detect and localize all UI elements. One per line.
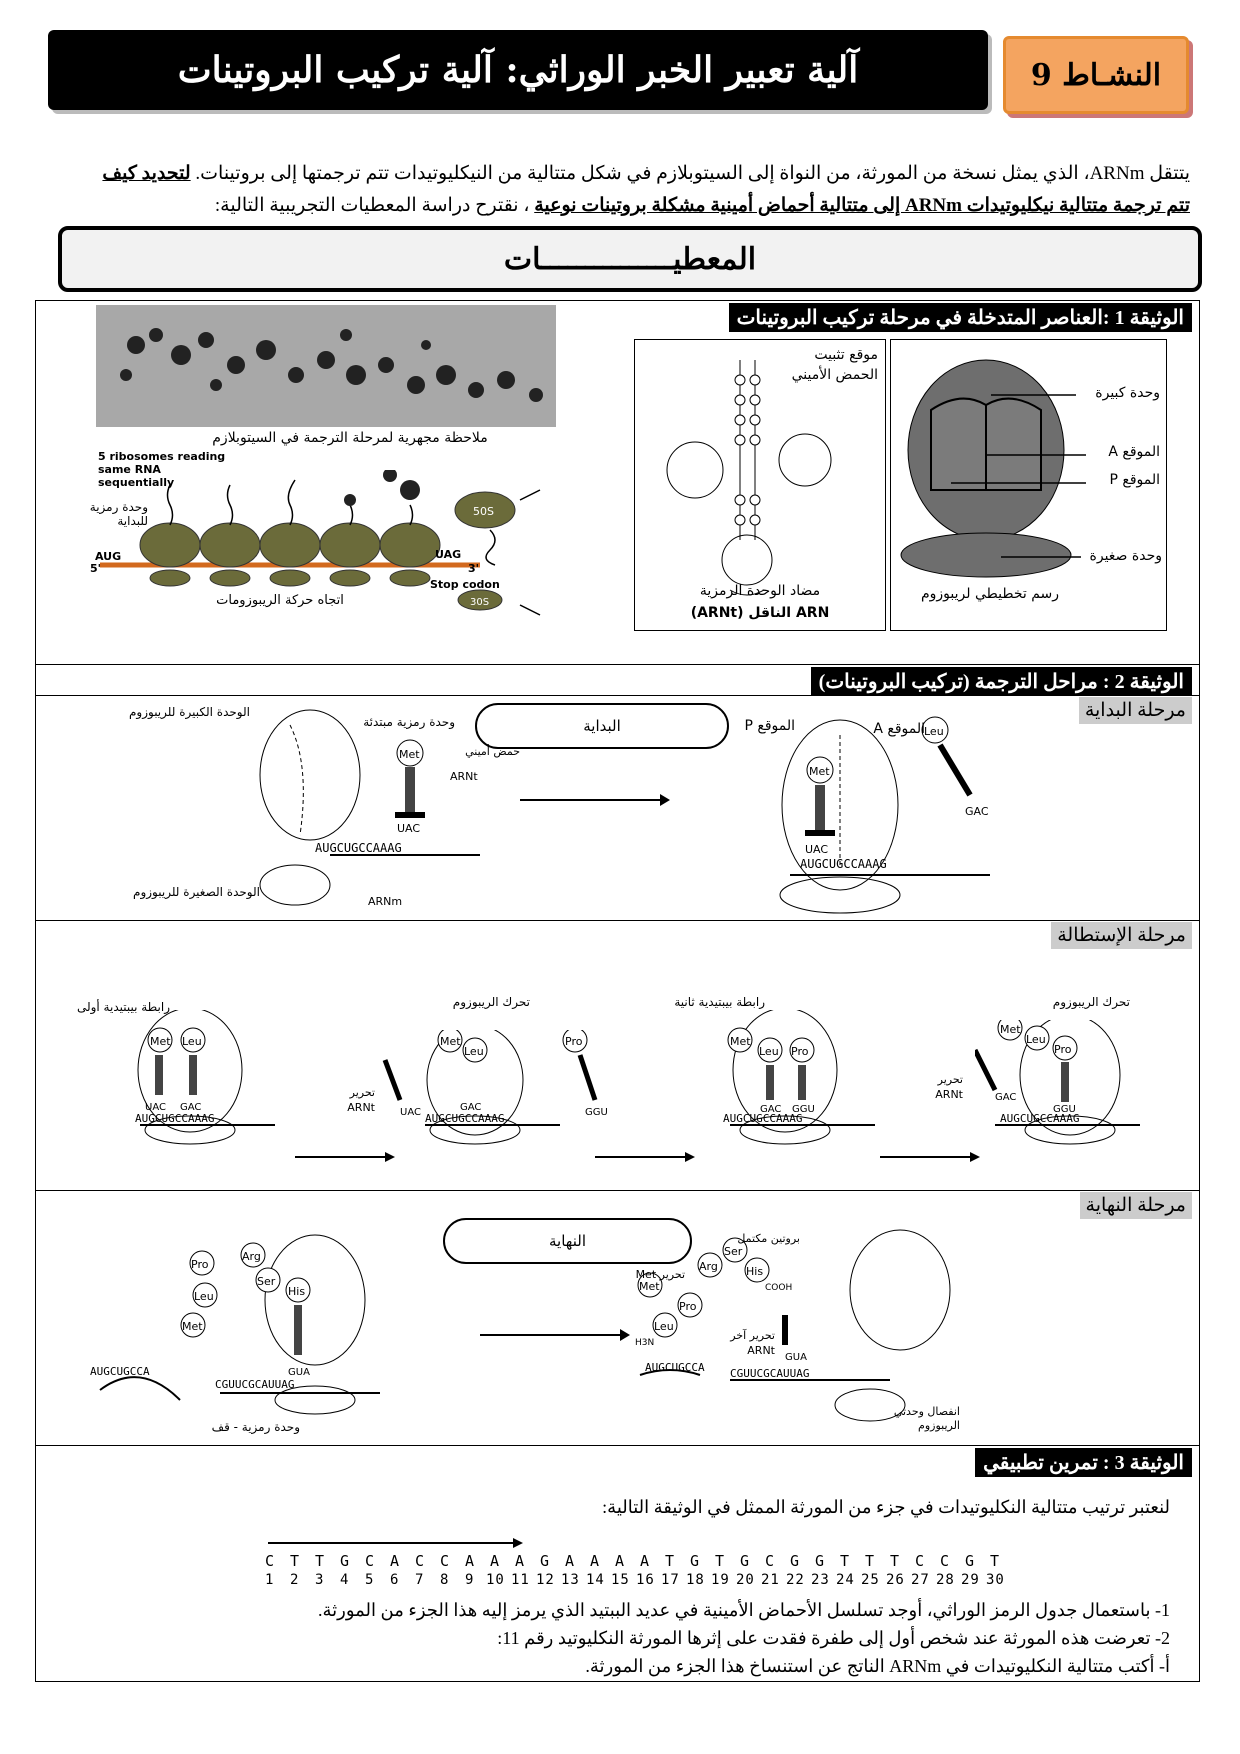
site-a-label-2: الموقع A bbox=[873, 721, 925, 737]
leu-label: Leu bbox=[1026, 1033, 1046, 1046]
uac-label: UAC bbox=[400, 1107, 421, 1118]
polysome-micrograph bbox=[96, 305, 556, 427]
move-label-1: تحرك الريبوزوم bbox=[452, 995, 530, 1009]
nucleotide-number: 4 bbox=[340, 1572, 350, 1588]
activity-badge bbox=[1003, 36, 1189, 114]
last-release-label: تحرير آخر ARNt bbox=[730, 1329, 775, 1357]
gac-label: GAC bbox=[965, 805, 989, 818]
s30-label: 30S bbox=[470, 597, 490, 608]
nucleotide: T bbox=[865, 1552, 876, 1570]
nucleotide: A bbox=[490, 1552, 501, 1570]
release-label-2: تحرير ARNt bbox=[935, 1073, 963, 1101]
arrow-icon bbox=[480, 1325, 630, 1345]
intro-paragraph bbox=[60, 158, 1190, 222]
nucleotide-number: 11 bbox=[511, 1572, 530, 1588]
nucleotide-number: 29 bbox=[961, 1572, 980, 1588]
nucleotide: G bbox=[740, 1552, 751, 1570]
leu-label: Leu bbox=[654, 1320, 674, 1333]
nucleotide: T bbox=[290, 1552, 301, 1570]
activity-label: النشـاط 9 bbox=[1030, 57, 1162, 93]
data-banner bbox=[58, 226, 1202, 292]
nucleotide-number: 15 bbox=[611, 1572, 630, 1588]
doc3-label: الوثيقة 3 : تمرين تطبيقي bbox=[975, 1448, 1192, 1477]
start-pill-text: البداية bbox=[583, 717, 621, 735]
nucleotide-number: 10 bbox=[486, 1572, 505, 1588]
uac-label: UAC bbox=[397, 822, 421, 835]
gac-label: GAC bbox=[760, 1104, 782, 1115]
start-codon-label: وحدة رمزية مبتدئة bbox=[363, 715, 455, 729]
nucleotide-number: 28 bbox=[936, 1572, 955, 1588]
move-label-2: تحرك الريبوزوم bbox=[1052, 995, 1130, 1009]
micrograph-image bbox=[96, 305, 556, 427]
stop-codon-label: Stop codon bbox=[430, 578, 500, 591]
leu-label: Leu bbox=[182, 1035, 202, 1048]
nucleotide-number: 2 bbox=[290, 1572, 300, 1588]
nucleotide: T bbox=[665, 1552, 676, 1570]
large-unit-label: وحدة كبيرة bbox=[1095, 385, 1160, 401]
nucleotide-number: 14 bbox=[586, 1572, 605, 1588]
nucleotide: T bbox=[315, 1552, 326, 1570]
nucleotide-number: 16 bbox=[636, 1572, 655, 1588]
met-label: Met bbox=[399, 748, 420, 761]
nucleotide: T bbox=[890, 1552, 901, 1570]
nucleotide-number: 17 bbox=[661, 1572, 680, 1588]
nucleotide-number: 12 bbox=[536, 1572, 555, 1588]
leu-label: Leu bbox=[194, 1290, 214, 1303]
termination-diagram-1 bbox=[90, 1225, 430, 1430]
nucleotide: A bbox=[590, 1552, 601, 1570]
mrna-seq-label: AUGCUGCCAAAG bbox=[425, 1112, 505, 1125]
met-label: Met bbox=[639, 1280, 660, 1293]
site-p-label-2: الموقع P bbox=[744, 718, 795, 734]
nucleotide: G bbox=[790, 1552, 801, 1570]
direction-arrow-icon bbox=[268, 1537, 523, 1549]
gac-label: GAC bbox=[460, 1102, 482, 1113]
arg-label: Arg bbox=[699, 1260, 718, 1273]
nucleotide-number: 20 bbox=[736, 1572, 755, 1588]
phase-start-label: مرحلة البداية bbox=[1079, 697, 1192, 724]
large-sub-label: الوحدة الكبيرة للريبوزوم bbox=[128, 705, 250, 719]
nucleotide: C bbox=[365, 1552, 376, 1570]
site-p-label: الموقع P bbox=[1109, 472, 1160, 488]
nucleotide: C bbox=[415, 1552, 426, 1570]
nucleotide-number: 3 bbox=[315, 1572, 325, 1588]
question-2a: أ- أكتب متتالية النكليوتيدات في ARNm الناتج عن استنساخ هذا الجزء من المورثة. bbox=[585, 1656, 1170, 1676]
nucleotide: A bbox=[640, 1552, 651, 1570]
nucleotide: A bbox=[465, 1552, 476, 1570]
polysome-diagram bbox=[90, 470, 560, 640]
nucleotide: A bbox=[390, 1552, 401, 1570]
nucleotide: G bbox=[965, 1552, 976, 1570]
nucleotide-number: 26 bbox=[886, 1572, 905, 1588]
divider bbox=[35, 1190, 1200, 1191]
question-2: 2- تعرضت هذه المورثة عند شخص أول إلى طفرة فقدت على إثرها المورثة النكليوتيد رقم 11: bbox=[497, 1628, 1170, 1648]
mrna-seq-label: AUGCUGCCAAAG bbox=[1000, 1112, 1080, 1125]
gac-label: GAC bbox=[180, 1102, 202, 1113]
divider bbox=[35, 920, 1200, 921]
nucleotide: T bbox=[990, 1552, 1001, 1570]
divider bbox=[35, 664, 1200, 665]
aug-short-label: AUGCUGCCA bbox=[645, 1361, 705, 1374]
divider bbox=[35, 1445, 1200, 1446]
pro-label: Pro bbox=[565, 1035, 583, 1048]
nucleotide: A bbox=[515, 1552, 526, 1570]
his-label: His bbox=[746, 1265, 764, 1278]
arrow-icon bbox=[595, 1150, 695, 1164]
nucleotide: C bbox=[265, 1552, 276, 1570]
small-unit-label: وحدة صغيرة bbox=[1089, 548, 1162, 564]
intro-text-2: ، نقترح دراسة المعطيات التجريبية التالية: bbox=[214, 195, 530, 216]
elong-diagram-4 bbox=[975, 1020, 1145, 1150]
aug-label: AUG bbox=[95, 550, 122, 563]
arrow-icon bbox=[520, 790, 670, 810]
nucleotide-number: 1 bbox=[265, 1572, 275, 1588]
trna-name-label: ARN الناقل (ARNt) bbox=[690, 605, 830, 621]
nucleotide-number: 7 bbox=[415, 1572, 425, 1588]
release-met-label: تحرير Met bbox=[635, 1268, 685, 1281]
bond1-label: رابطة بيبتيدية أولى bbox=[76, 1000, 170, 1014]
mrna-seq-label: AUGCUGCCAAAG bbox=[723, 1112, 803, 1125]
elong-diagram-1 bbox=[125, 1010, 285, 1150]
arrow-icon bbox=[880, 1150, 980, 1164]
trna-site-label: موقع تثبيت الحمض الأميني bbox=[791, 347, 878, 383]
start-pill bbox=[475, 703, 729, 749]
nucleotide: C bbox=[915, 1552, 926, 1570]
intro-emph-2: تتم ترجمة متتالية نيكليوتيدات ARNm إلى متتالية أحماض أمينية مشكلة بروتينات نوعية bbox=[534, 195, 1190, 216]
h3n-label: H3N bbox=[635, 1338, 655, 1348]
leu-label: Leu bbox=[924, 725, 944, 738]
gac-label: GAC bbox=[995, 1092, 1017, 1103]
nucleotide-number: 5 bbox=[365, 1572, 375, 1588]
gua-label: GUA bbox=[785, 1352, 807, 1363]
nucleotide-number: 8 bbox=[440, 1572, 450, 1588]
nucleotide-number: 18 bbox=[686, 1572, 705, 1588]
nucleotide-number: 19 bbox=[711, 1572, 730, 1588]
arnt-label: ARNt bbox=[450, 770, 478, 783]
small-sub-label: الوحدة الصغيرة للريبوزوم bbox=[133, 885, 260, 899]
cooh-label: COOH bbox=[765, 1283, 793, 1293]
uac-label: UAC bbox=[805, 843, 829, 856]
ggu-label: GGU bbox=[792, 1104, 815, 1115]
nucleotide: C bbox=[940, 1552, 951, 1570]
arnm-label: ARNm bbox=[368, 895, 403, 908]
anticodon-label: مضاد الوحدة الرمزية bbox=[699, 583, 821, 599]
ser-label: Ser bbox=[724, 1245, 743, 1258]
met-label: Met bbox=[730, 1035, 751, 1048]
nucleotide-number: 21 bbox=[761, 1572, 780, 1588]
nucleotide: T bbox=[840, 1552, 851, 1570]
doc1-label: الوثيقة 1 :العناصر المتدخلة في مرحلة تركيب البروتينات bbox=[729, 303, 1192, 332]
met-label: Met bbox=[150, 1035, 171, 1048]
elong-diagram-2 bbox=[365, 1030, 635, 1150]
bases-row bbox=[265, 1552, 1005, 1574]
data-banner-title: المعطيـــــــــــــــات bbox=[503, 241, 757, 277]
termination-diagram-2 bbox=[630, 1225, 960, 1430]
nucleotide-number: 30 bbox=[986, 1572, 1005, 1588]
met-label: Met bbox=[440, 1035, 461, 1048]
leu-label: Leu bbox=[464, 1045, 484, 1058]
stop-unit-label: وحدة رمزية - قف bbox=[211, 1420, 300, 1434]
uac-label: UAC bbox=[145, 1102, 166, 1113]
phase-end-label: مرحلة النهاية bbox=[1080, 1192, 1192, 1219]
nucleotide-number: 22 bbox=[786, 1572, 805, 1588]
mrna-seq-label: AUGCUGCCAAAG bbox=[315, 841, 402, 855]
nucleotide: G bbox=[815, 1552, 826, 1570]
his-label: His bbox=[288, 1285, 306, 1298]
numbers-row bbox=[265, 1572, 1005, 1594]
nucleotide: A bbox=[615, 1552, 626, 1570]
ser-label: Ser bbox=[257, 1275, 276, 1288]
pro-label: Pro bbox=[679, 1300, 697, 1313]
nucleotide: G bbox=[540, 1552, 551, 1570]
arrow-icon bbox=[295, 1150, 395, 1164]
ribosomes-note: 5 ribosomes reading same RNA sequentially bbox=[98, 450, 226, 489]
page-title: آلية تعبير الخبر الوراثي: آلية تركيب البروتينات bbox=[177, 49, 859, 91]
nucleotide: T bbox=[715, 1552, 726, 1570]
separation-label: انفصال وحدتي الريبوزوم bbox=[893, 1405, 960, 1432]
pro-label: Pro bbox=[791, 1045, 809, 1058]
title-bar bbox=[48, 30, 988, 110]
nucleotide-number: 9 bbox=[465, 1572, 475, 1588]
doc2-label: الوثيقة 2 : مراحل الترجمة (تركيب البروتينات) bbox=[811, 667, 1192, 696]
direction-label: اتجاه حركة الريبوزومات bbox=[216, 593, 344, 608]
met-label: Met bbox=[182, 1320, 203, 1333]
intro-text-1: يتتقل ARNm، الذي يمثل نسخة من المورثة، من النواة إلى السيتوبلازم في شكل متتالية من النيكليوتيدات تتم ترجمتها إلى بروتينات. bbox=[195, 163, 1190, 184]
met-label: Met bbox=[1000, 1023, 1021, 1036]
question-1: 1- باستعمال جدول الرمز الوراثي، أوجد تسلسل الأحماض الأمينية في عديد الببتيد الذي يرمز إليه هذا الجزء من المورثة. bbox=[317, 1600, 1170, 1620]
five-prime: 5' bbox=[90, 562, 102, 575]
nucleotide: C bbox=[440, 1552, 451, 1570]
site-a-label: الموقع A bbox=[1108, 444, 1160, 460]
phase-elong-label: مرحلة الإستطالة bbox=[1051, 922, 1192, 949]
end-seq-label: CGUUCGCAUUAG bbox=[730, 1367, 810, 1380]
mrna-seq-label: AUGCUGCCAAAG bbox=[800, 857, 887, 871]
elong-diagram-3 bbox=[715, 1010, 885, 1150]
nucleotide-number: 23 bbox=[811, 1572, 830, 1588]
met-label: Met bbox=[809, 765, 830, 778]
start-unit-label: وحدة رمزية للبداية bbox=[89, 500, 148, 528]
arg-label: Arg bbox=[242, 1250, 261, 1263]
nucleotide: G bbox=[340, 1552, 351, 1570]
nucleotide-number: 27 bbox=[911, 1572, 930, 1588]
release-label-1: تحرير ARNt bbox=[347, 1086, 375, 1114]
nucleotide-number: 24 bbox=[836, 1572, 855, 1588]
mrna-seq-label: AUGCUGCCAAAG bbox=[135, 1112, 215, 1125]
leu-label: Leu bbox=[759, 1045, 779, 1058]
amino-acid-label: حمض أميني bbox=[465, 745, 520, 758]
pro-label: Pro bbox=[191, 1258, 209, 1271]
intro-emph-1: لتحديد كيف bbox=[102, 163, 191, 184]
micrograph-caption: ملاحظة مجهرية لمرحلة الترجمة في السيتوبلازم bbox=[212, 430, 488, 446]
nucleotide-number: 25 bbox=[861, 1572, 880, 1588]
nucleotide-number: 13 bbox=[561, 1572, 580, 1588]
bond2-label: رابطة بيبتيدية ثانية bbox=[674, 995, 765, 1009]
nucleotide-number: 6 bbox=[390, 1572, 400, 1588]
pro-label: Pro bbox=[1054, 1043, 1072, 1056]
complete-protein-label: بروتين مكتمل bbox=[737, 1232, 800, 1245]
aug-short-label: AUGCUGCCA bbox=[90, 1365, 150, 1378]
end-seq-label: CGUUCGCAUUAG bbox=[215, 1378, 295, 1391]
gua-label: GUA bbox=[288, 1367, 310, 1378]
three-prime: 3' bbox=[468, 562, 480, 575]
nucleotide: A bbox=[565, 1552, 576, 1570]
doc3-prompt: لنعتبر ترتيب متتالية النكليوتيدات في جزء من المورثة الممثل في الوثيقة التالية: bbox=[602, 1497, 1170, 1517]
ggu-label: GGU bbox=[585, 1107, 608, 1118]
end-pill-text: النهاية bbox=[549, 1232, 586, 1250]
nucleotide: G bbox=[690, 1552, 701, 1570]
uag-label: UAG bbox=[435, 548, 462, 561]
nucleotide: C bbox=[765, 1552, 776, 1570]
ribosome-caption: رسم تخطيطي لريبوزوم bbox=[920, 586, 1060, 602]
ggu-label: GGU bbox=[1053, 1104, 1076, 1115]
s50-label: 50S bbox=[473, 505, 494, 518]
